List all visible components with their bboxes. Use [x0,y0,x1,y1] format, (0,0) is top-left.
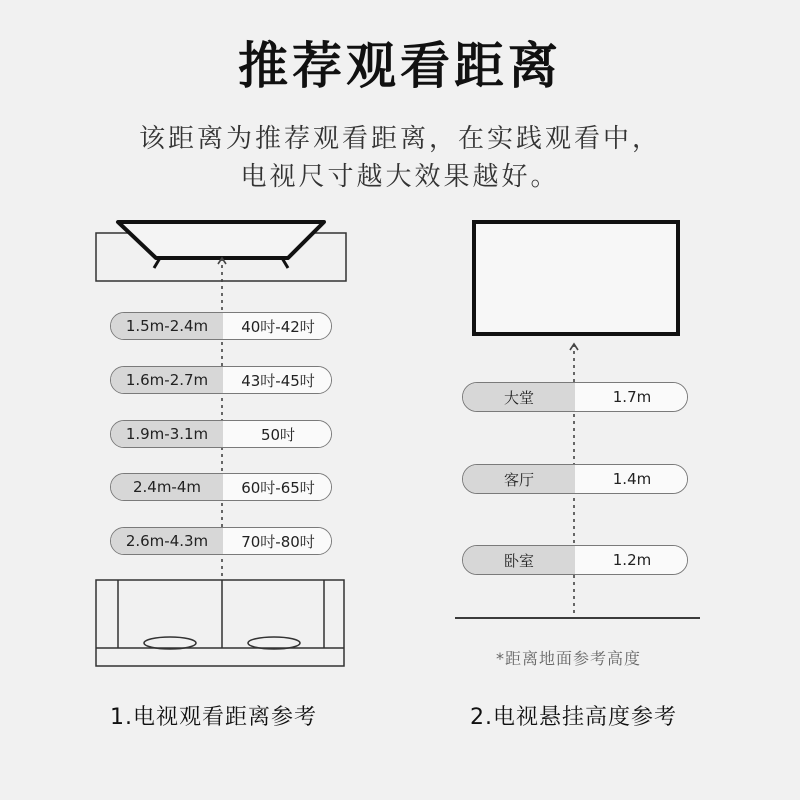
tv-size-value: 43吋-45吋 [223,367,332,393]
height-value: 1.2m [575,546,688,574]
page-title: 推荐观看距离 [238,37,562,95]
caption-viewing-distance: 1.电视观看距离参考 [110,705,317,730]
height-row [462,545,688,575]
distance-row [110,312,332,340]
tv-screen-top-view [118,222,324,258]
floor-height-note: *距离地面参考高度 [496,649,642,668]
wall-tv-illustration [474,222,678,334]
distance-value: 1.5m-2.4m [111,313,223,339]
height-row [462,382,688,412]
distance-value: 1.6m-2.7m [111,367,223,393]
distance-row [110,527,332,555]
caption-hanging-height: 2.电视悬挂高度参考 [470,705,677,730]
tv-cabinet-illustration [96,222,346,281]
distance-row [110,420,332,448]
distance-row [110,366,332,394]
sofa-outline [96,580,344,666]
height-row [462,464,688,494]
height-value: 1.4m [575,465,688,493]
room-label: 客厅 [463,465,575,493]
room-label: 大堂 [463,383,575,411]
sofa-illustration [96,580,344,666]
tv-size-value: 40吋-42吋 [223,313,332,339]
distance-value: 1.9m-3.1m [111,421,223,447]
distance-value: 2.6m-4.3m [111,528,223,554]
distance-value: 2.4m-4m [111,474,223,500]
sofa-cushion-left [144,637,196,649]
tv-size-value: 70吋-80吋 [223,528,332,554]
subtitle-line-1: 该距离为推荐观看距离，在实践观看中， [138,124,661,154]
tv-size-value: 50吋 [223,421,332,447]
subtitle-line-2: 电视尺寸越大效果越好。 [240,162,560,192]
height-value: 1.7m [575,383,688,411]
sofa-cushion-right [248,637,300,649]
tv-size-value: 60吋-65吋 [223,474,332,500]
room-label: 卧室 [463,546,575,574]
distance-row [110,473,332,501]
